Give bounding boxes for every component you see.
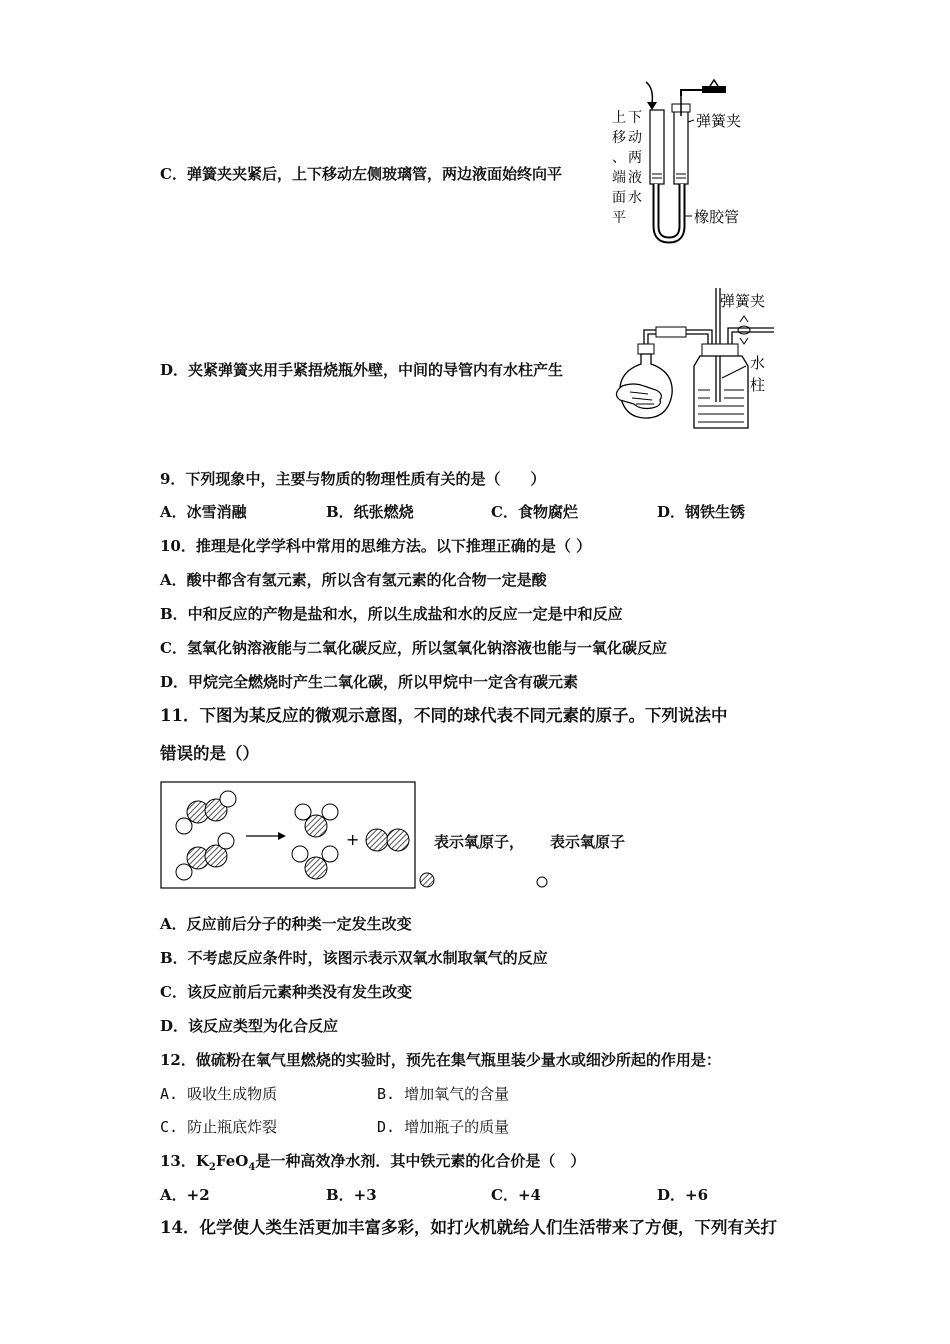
q9-option-b: B．纸张燃烧 [326,503,414,521]
fig-c-col-1: 上 [612,110,626,126]
q14-stem: 14．化学使人类生活更加丰富多彩，如打火机就给人们生活带来了方便，下列有关打 [160,1218,777,1237]
fig-c-col-7: 端 [612,170,626,186]
q9-option-a: A．冰雪消融 [160,503,247,521]
rubber-tube-label: 橡胶管 [694,208,740,226]
u-tube-figure [606,76,776,248]
q12-option-d: D. 增加瓶子的质量 [377,1118,510,1136]
q11-option-c: C．该反应前后元素种类没有发生改变 [160,983,412,1001]
fig-c-col-2: 下 [628,110,642,126]
flask-bottle-figure [604,282,784,432]
clip-label: 弹簧夹 [696,112,742,130]
q12-option-c: C. 防止瓶底炸裂 [160,1118,278,1136]
q13-option-d: D．+6 [657,1186,709,1204]
q11-option-d: D．该反应类型为化合反应 [160,1017,339,1035]
q8-option-d: D．夹紧弹簧夹用手紧捂烧瓶外壁，中间的导管内有水柱产生 [160,361,564,379]
q11-legend-2: 表示氧原子 [550,833,626,851]
fig-d-column-label: 柱 [750,376,766,394]
fig-c-col-11: 平 [612,210,626,226]
q11-legend-1: 表示氧原子， [434,833,525,851]
q10-option-a: A．酸中都含有氢元素，所以含有氢元素的化合物一定是酸 [160,571,547,589]
plus-sign: + [346,830,360,849]
q12-stem: 12．做硫粉在氧气里燃烧的实验时，预先在集气瓶里装少量水或细沙所起的作用是： [160,1051,721,1069]
q13-formula-k: K [195,1152,209,1170]
q9-option-c: C．食物腐烂 [491,503,578,521]
q8-option-c: C．弹簧夹夹紧后，上下移动左侧玻璃管，两边液面始终向平 [160,165,562,183]
fig-c-col-5: 、 [612,150,626,166]
fig-c-col-9: 面 [612,190,626,206]
q11-option-a: A．反应前后分子的种类一定发生改变 [160,915,412,933]
q12-option-a: A. 吸收生成物质 [160,1085,278,1103]
q10-option-c: C．氢氧化钠溶液能与二氧化碳反应，所以氢氧化钠溶液也能与一氧化碳反应 [160,639,667,657]
fig-d-water-label: 水 [750,354,766,372]
q9-stem: 9．下列现象中，主要与物质的物理性质有关的是（ ） [160,470,546,488]
fig-d-clip-label: 弹簧夹 [720,292,766,310]
q11-stem-line2: 错误的是（） [160,744,259,763]
fig-c-col-10: 水 [628,190,642,206]
q11-option-b: B．不考虑反应条件时，该图示表示双氧水制取氧气的反应 [160,949,548,967]
q13-formula-k-sub: 2 [208,1162,216,1173]
q10-stem: 10．推理是化学学科中常用的思维方法。以下推理正确的是（ ） [160,537,592,555]
fig-c-col-3: 移 [612,130,626,146]
q13-formula-feo: FeO [215,1152,249,1170]
q12-option-b: B. 增加氧气的含量 [377,1085,510,1103]
q10-option-d: D．甲烷完全燃烧时产生二氧化碳，所以甲烷中一定含有碳元素 [160,673,579,691]
q10-option-b: B．中和反应的产物是盐和水，所以生成盐和水的反应一定是中和反应 [160,605,623,623]
fig-c-col-6: 两 [628,150,642,166]
q13-option-b: B．+3 [326,1186,377,1204]
q13-option-a: A．+2 [160,1186,210,1204]
q13-option-c: C．+4 [491,1186,541,1204]
q9-option-d: D．钢铁生锈 [657,503,746,521]
q13-formula-o-sub: 4 [248,1162,256,1173]
q13-stem-rest: 是一种高效净水剂．其中铁元素的化合价是（ ） [255,1152,586,1170]
q13-stem [160,1151,585,1178]
fig-c-col-8: 液 [628,170,642,186]
fig-c-col-4: 动 [628,130,642,146]
q11-stem-line1: 11．下图为某反应的微观示意图，不同的球代表不同元素的原子。下列说法中 [160,706,728,725]
q13-number: 13． [160,1152,196,1170]
